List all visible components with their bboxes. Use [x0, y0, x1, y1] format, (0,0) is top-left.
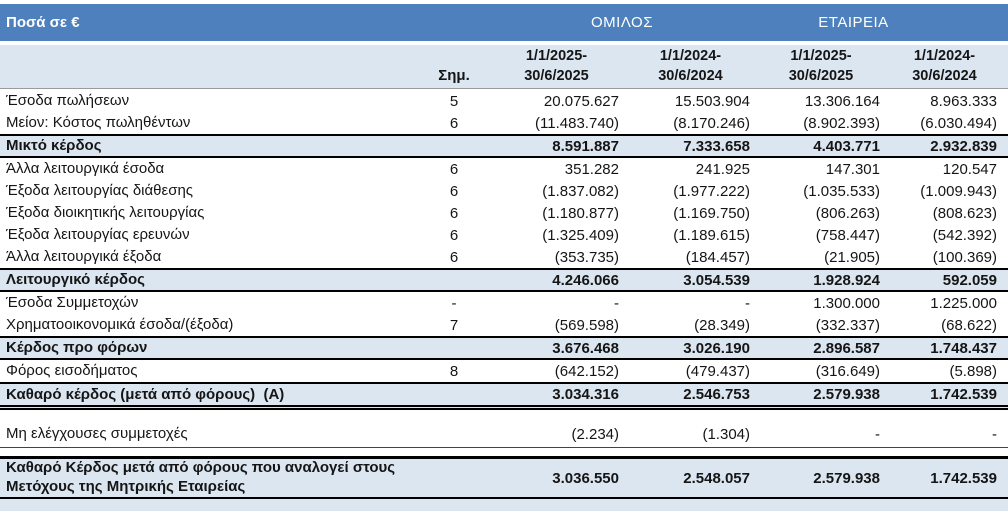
row-note: [420, 270, 488, 290]
row-value-group-prior: (8.170.246): [673, 114, 750, 132]
row-note: [420, 136, 488, 156]
row-label: Φόρος εισοδήματος: [6, 362, 138, 380]
row-value-group-current: (1.180.877): [542, 204, 619, 222]
row-value-group-prior: -: [745, 294, 750, 312]
group-column-header: ΟΜΙΛΟΣ: [591, 14, 653, 31]
row-label: Έξοδα λειτουργίας ερευνών: [6, 226, 190, 244]
row-label: Έσοδα πωλήσεων: [6, 92, 130, 110]
row-label: Άλλα λειτουργικά έξοδα: [6, 248, 162, 266]
row-value-company-prior: -: [992, 425, 997, 443]
table-row: [0, 90, 1008, 112]
row-value-company-current: (316.649): [815, 362, 880, 380]
row-value-group-prior: (1.169.750): [673, 204, 750, 222]
row-label: Μη ελέγχουσες συμμετοχές: [6, 425, 188, 443]
row-value-group-prior: 3.054.539: [683, 271, 750, 289]
period-line: 1/1/2025-: [790, 47, 852, 64]
row-value-company-current: (21.905): [824, 248, 880, 266]
table-row: [0, 224, 1008, 246]
row-note: 6: [449, 248, 459, 266]
row-value-company-current: 4.403.771: [813, 137, 880, 155]
row-value-group-current: (642.152): [554, 362, 619, 380]
table-row: [0, 336, 1008, 360]
label-column-spacer: [0, 45, 420, 88]
row-value-company-current: (332.337): [815, 316, 880, 334]
table-row: [0, 158, 1008, 180]
row-note: [420, 338, 488, 358]
row-label: Μικτό κέρδος: [6, 137, 102, 155]
table-row: [0, 456, 1008, 500]
row-value-company-current: (758.447): [815, 226, 880, 244]
row-value-company-current: (1.035.533): [803, 182, 880, 200]
row-label: Άλλα λειτουργικά έσοδα: [6, 160, 165, 178]
row-value-company-prior: (5.898): [949, 362, 997, 380]
row-value-group-current: -: [614, 294, 619, 312]
row-value-group-current: (11.483.740): [535, 114, 619, 132]
row-value-group-prior: 3.026.190: [683, 339, 750, 357]
row-value-company-prior: 592.059: [942, 271, 997, 289]
row-value-company-current: 1.928.924: [813, 271, 880, 289]
row-value-group-prior: (479.437): [685, 362, 750, 380]
row-value-group-current: 4.246.066: [552, 271, 619, 289]
table-row: [0, 314, 1008, 336]
row-value-company-prior: 1.742.539: [930, 386, 997, 403]
row-value-group-current: 351.282: [564, 160, 619, 178]
row-value-group-current: 3.034.316: [552, 386, 619, 403]
row-value-company-current: 2.896.587: [813, 339, 880, 357]
row-value-company-current: (806.263): [815, 204, 880, 222]
period-line: 1/1/2025-: [525, 47, 588, 64]
table-row: [0, 360, 1008, 382]
row-value-group-prior: (1.977.222): [673, 182, 750, 200]
row-value-company-prior: 1.225.000: [930, 294, 997, 312]
row-value-group-prior: 2.548.057: [683, 469, 750, 487]
row-value-group-current: (569.598): [554, 316, 619, 334]
period-line: 1/1/2024-: [659, 47, 722, 64]
period-line: 30/6/2024: [658, 67, 723, 84]
row-value-group-current: 20.075.627: [543, 92, 619, 110]
row-value-group-current: (1.837.082): [542, 182, 619, 200]
row-value-company-prior: 8.963.333: [930, 92, 997, 110]
row-value-group-current: (2.234): [571, 425, 619, 443]
company-column-header: ΕΤΑΙΡΕΙΑ: [818, 14, 889, 31]
row-label: Έξοδα διοικητικής λειτουργίας: [6, 204, 205, 222]
row-value-company-prior: (68.622): [941, 316, 997, 334]
row-value-group-current: 3.676.468: [552, 339, 619, 357]
period-header-company-current: [756, 45, 886, 88]
row-value-group-prior: (28.349): [694, 316, 750, 334]
row-label: Έσοδα Συμμετοχών: [6, 294, 139, 312]
table-row: [0, 180, 1008, 202]
row-note: 6: [449, 182, 459, 200]
row-label: Έξοδα λειτουργίας διάθεσης: [6, 182, 194, 200]
amounts-in-euro-label: Ποσά σε €: [6, 14, 80, 31]
row-value-group-prior: 2.546.753: [683, 386, 750, 403]
row-value-company-current: 1.300.000: [813, 294, 880, 312]
row-note: 5: [449, 92, 459, 110]
period-header-group-prior: [625, 45, 756, 88]
row-value-company-current: 2.579.938: [813, 469, 880, 487]
row-value-group-prior: (184.457): [685, 248, 750, 266]
next-row-partial: [0, 499, 1008, 511]
period-header-group-current: [488, 45, 625, 88]
period-line: 30/6/2025: [788, 67, 854, 84]
table-row: [0, 134, 1008, 158]
period-line: 30/6/2025: [524, 67, 589, 84]
row-label: Καθαρό κέρδος (μετά από φόρους) (Α): [6, 385, 285, 403]
row-value-company-prior: (542.392): [932, 226, 997, 244]
note-column-header: Σημ.: [438, 67, 470, 84]
row-value-company-current: 147.301: [825, 160, 880, 178]
row-value-company-prior: (808.623): [932, 204, 997, 222]
row-note: 6: [449, 114, 459, 132]
row-value-group-prior: 241.925: [695, 160, 750, 178]
row-label: Μείον: Κόστος πωληθέντων: [6, 114, 191, 132]
row-value-group-prior: (1.189.615): [673, 226, 750, 244]
row-value-company-prior: 1.748.437: [930, 339, 997, 357]
row-note: 6: [449, 160, 459, 178]
row-value-company-prior: (6.030.494): [920, 114, 997, 132]
row-value-company-prior: 120.547: [942, 160, 997, 178]
row-note: [420, 421, 488, 447]
row-note: [420, 459, 488, 497]
period-line: 1/1/2024-: [913, 47, 976, 64]
row-value-group-prior: 7.333.658: [683, 137, 750, 155]
row-value-group-current: (1.325.409): [542, 226, 619, 244]
row-value-group-current: (353.735): [554, 248, 619, 266]
row-note: 8: [449, 362, 459, 380]
table-row: [0, 112, 1008, 134]
period-line: 30/6/2024: [912, 67, 977, 84]
table-row: [0, 268, 1008, 292]
row-note: [420, 384, 488, 405]
row-value-company-current: -: [875, 425, 880, 443]
period-header-company-prior: [886, 45, 1003, 88]
row-value-group-current: 3.036.550: [552, 469, 619, 487]
row-value-group-prior: 15.503.904: [674, 92, 750, 110]
row-value-company-prior: 1.742.539: [930, 469, 997, 487]
row-value-company-prior: (100.369): [932, 248, 997, 266]
row-note: 6: [449, 226, 459, 244]
row-note: -: [451, 294, 457, 312]
row-label: Καθαρό Κέρδος μετά από φόρους που αναλογεί στους Μετόχους της Μητρικής Εταιρείας: [6, 459, 400, 495]
row-label: Κέρδος προ φόρων: [6, 339, 148, 357]
table-row: [0, 292, 1008, 314]
table-row: [0, 202, 1008, 224]
table-row: [0, 382, 1008, 410]
table-row: [0, 246, 1008, 268]
row-note: 7: [449, 316, 459, 334]
row-value-group-current: 8.591.887: [552, 137, 619, 155]
table-header-bar: [0, 4, 1008, 41]
row-label: Λειτουργικό κέρδος: [6, 271, 145, 289]
row-value-company-prior: (1.009.943): [920, 182, 997, 200]
row-value-group-prior: (1.304): [702, 425, 750, 443]
row-value-company-current: (8.902.393): [803, 114, 880, 132]
row-value-company-prior: 2.932.839: [930, 137, 997, 155]
period-header-row: [0, 45, 1008, 89]
table-body: [0, 90, 1008, 500]
row-value-company-current: 13.306.164: [804, 92, 880, 110]
row-note: 6: [449, 204, 459, 222]
row-label: Χρηματοοικονομικά έσοδα/(έξοδα): [6, 316, 234, 334]
row-value-company-current: 2.579.938: [813, 386, 880, 403]
table-row: [0, 421, 1008, 448]
